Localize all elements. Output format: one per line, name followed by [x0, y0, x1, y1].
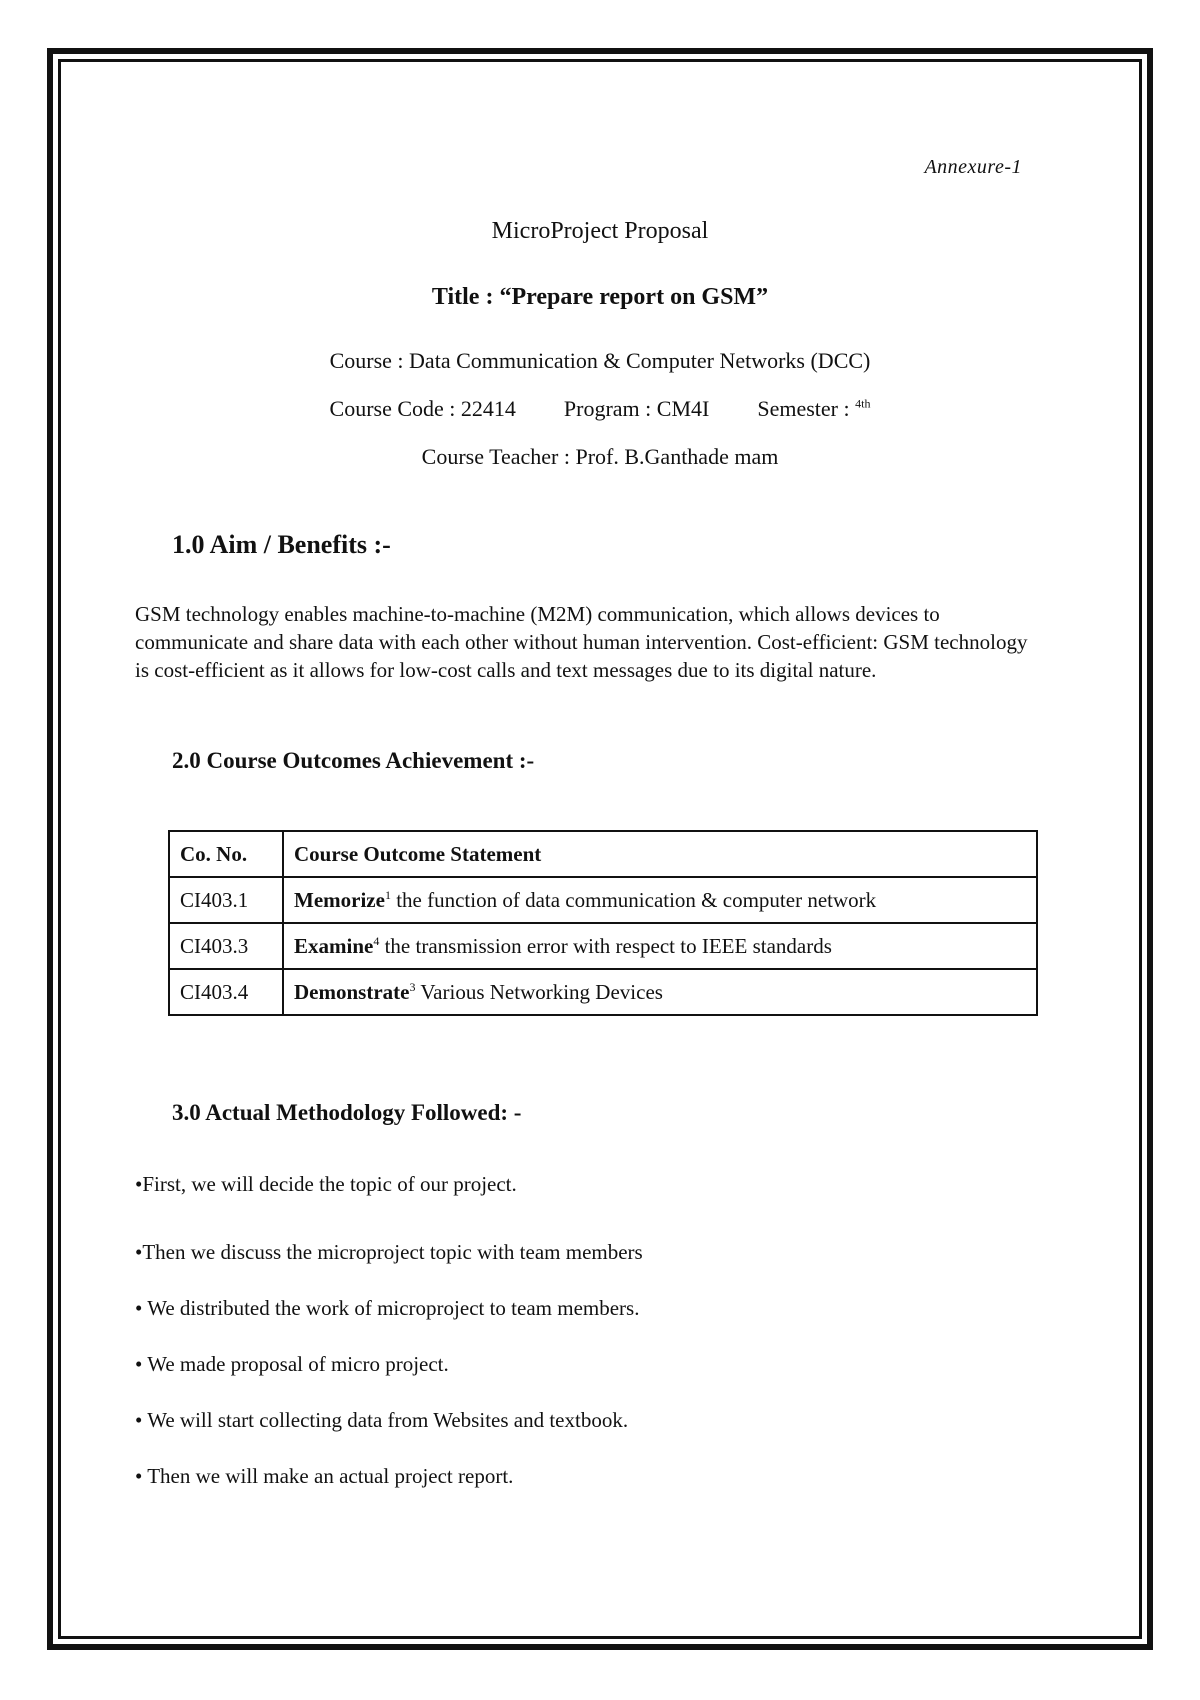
section-aim-heading: 1.0 Aim / Benefits :- — [172, 530, 391, 559]
methodology-bullet: •Then we discuss the microproject topic with team members — [135, 1240, 643, 1264]
table-cell-statement — [283, 923, 1037, 969]
table-cell-statement — [283, 877, 1037, 923]
table-cell-co: CI403.3 — [169, 923, 283, 969]
course-outcomes-table — [168, 830, 1038, 1016]
table-row — [169, 877, 1037, 923]
statement-rest: Various Networking Devices — [415, 979, 663, 1004]
table-header-co-no: Co. No. — [169, 831, 283, 877]
section-outcomes-heading: 2.0 Course Outcomes Achievement :- — [172, 748, 535, 773]
section-methodology-heading: 3.0 Actual Methodology Followed: - — [172, 1100, 522, 1125]
table-header-row — [169, 831, 1037, 877]
methodology-bullet: • We distributed the work of microproject to team members. — [135, 1296, 640, 1320]
course-code: Course Code : 22414 — [329, 396, 516, 421]
methodology-bullet: • Then we will make an actual project report. — [135, 1464, 514, 1488]
methodology-bullet: • We will start collecting data from Websites and textbook. — [135, 1408, 629, 1432]
statement-rest: the transmission error with respect to IEEE standards — [379, 933, 832, 958]
section-aim-text: GSM technology enables machine-to-machine (M2M) communication, which allows devices to communicate and share data with each other without human intervention. Cost-efficient: GSM technology is cost-efficient as it allows for low-cost calls and text messages due to its digital nature. — [135, 602, 1028, 682]
semester-value: 4th — [855, 396, 871, 411]
statement-verb: Memorize — [294, 887, 385, 912]
document-heading: MicroProject Proposal — [491, 218, 709, 244]
table-row — [169, 923, 1037, 969]
statement-rest: the function of data communication & computer network — [390, 887, 877, 912]
table-cell-statement — [283, 969, 1037, 1015]
methodology-bullet: • We made proposal of micro project. — [135, 1352, 449, 1376]
semester-label: Semester : — [757, 396, 850, 421]
statement-verb: Examine — [294, 933, 374, 958]
table-row — [169, 969, 1037, 1015]
table-cell-co: CI403.1 — [169, 877, 283, 923]
statement-level: 1 — [384, 887, 391, 902]
statement-level: 4 — [373, 933, 380, 948]
statement-level: 3 — [409, 979, 416, 994]
table-header-statement: Course Outcome Statement — [283, 831, 1037, 877]
course-info-row — [0, 396, 1200, 422]
project-title: Title : “Prepare report on GSM” — [431, 284, 769, 310]
course-name: Course : Data Communication & Computer Networks (DCC) — [329, 348, 871, 373]
annexure-label: Annexure-1 — [924, 156, 1022, 178]
statement-verb: Demonstrate — [294, 979, 410, 1004]
course-teacher: Course Teacher : Prof. B.Ganthade mam — [421, 444, 779, 469]
table-cell-co: CI403.4 — [169, 969, 283, 1015]
methodology-bullet: •First, we will decide the topic of our project. — [135, 1172, 517, 1196]
program: Program : CM4I — [563, 396, 710, 421]
